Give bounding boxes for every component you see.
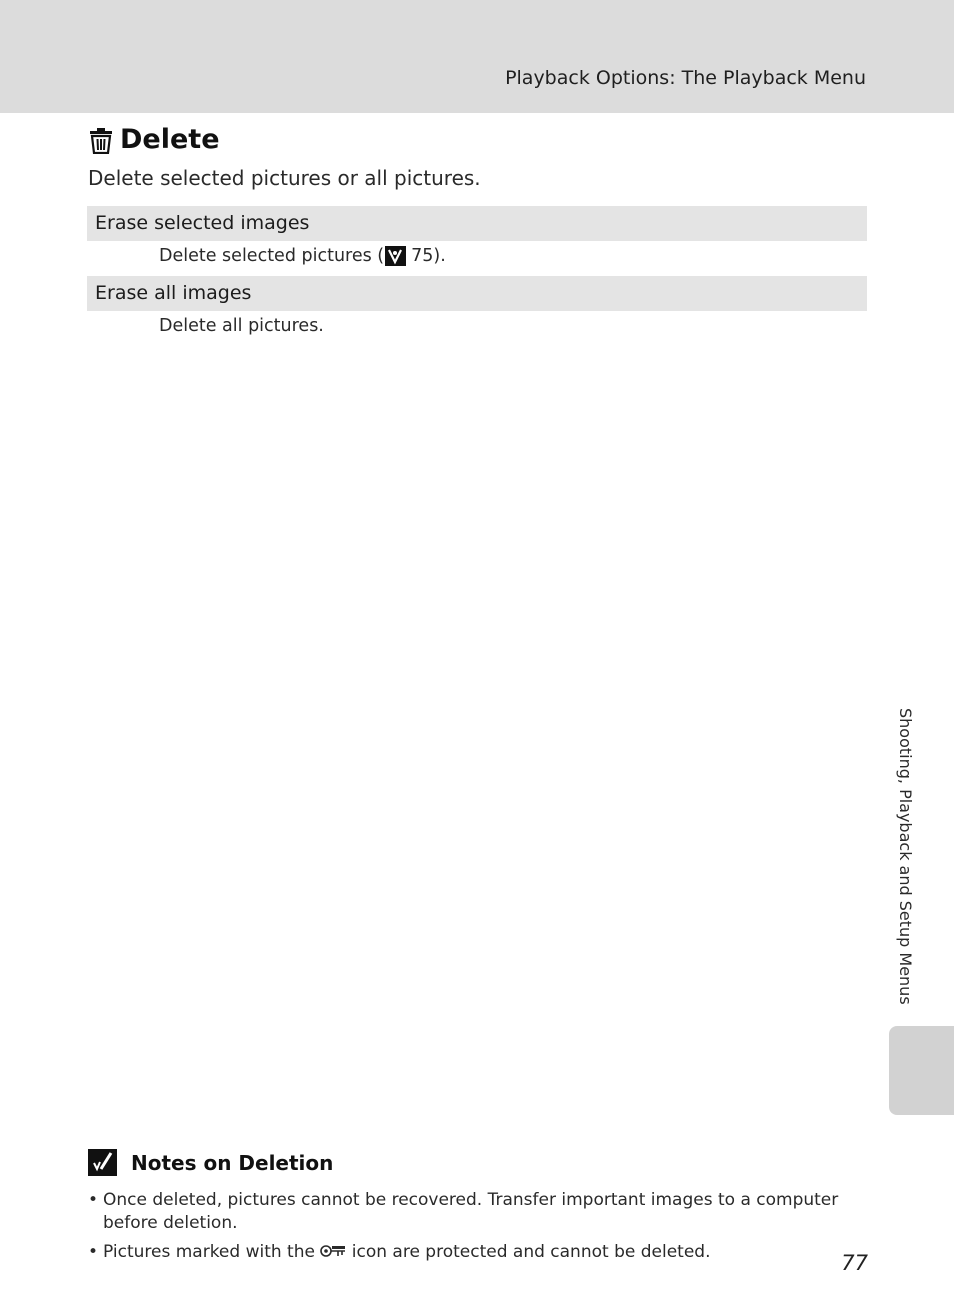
description-text: ). xyxy=(433,246,446,266)
note-text: Pictures marked with the xyxy=(103,1242,321,1262)
notes-check-icon xyxy=(88,1149,117,1176)
option-label: Erase selected images xyxy=(95,212,310,234)
list-item xyxy=(88,1241,848,1264)
section-intro: Delete selected pictures or all pictures. xyxy=(88,166,481,190)
side-tab-label: Shooting, Playback and Setup Menus xyxy=(896,708,915,1005)
header-title: Playback Options: The Playback Menu xyxy=(505,67,866,89)
section-heading xyxy=(88,124,220,155)
page-number: 77 xyxy=(841,1251,868,1275)
page-reference-icon xyxy=(385,246,406,266)
trash-icon xyxy=(88,126,114,154)
notes-title: Notes on Deletion xyxy=(131,1150,334,1175)
note-text: icon are protected and cannot be deleted. xyxy=(346,1242,711,1262)
description-text: Delete selected pictures ( xyxy=(159,246,385,266)
section-title: Delete xyxy=(120,124,220,155)
page-reference-number: 75 xyxy=(411,246,434,266)
list-item xyxy=(88,1189,848,1235)
option-erase-selected-description xyxy=(159,246,446,266)
option-erase-all-description: Delete all pictures. xyxy=(159,316,324,336)
option-erase-selected-row xyxy=(87,206,867,241)
option-label: Erase all images xyxy=(95,282,252,304)
header-band xyxy=(0,0,954,113)
option-erase-all-row xyxy=(87,276,867,311)
protect-key-icon xyxy=(320,1244,346,1258)
note-text: Once deleted, pictures cannot be recovered. Transfer important images to a computer before deletion. xyxy=(103,1190,839,1233)
notes-list xyxy=(88,1189,848,1270)
notes-heading xyxy=(88,1149,333,1176)
side-tab xyxy=(889,1026,954,1115)
